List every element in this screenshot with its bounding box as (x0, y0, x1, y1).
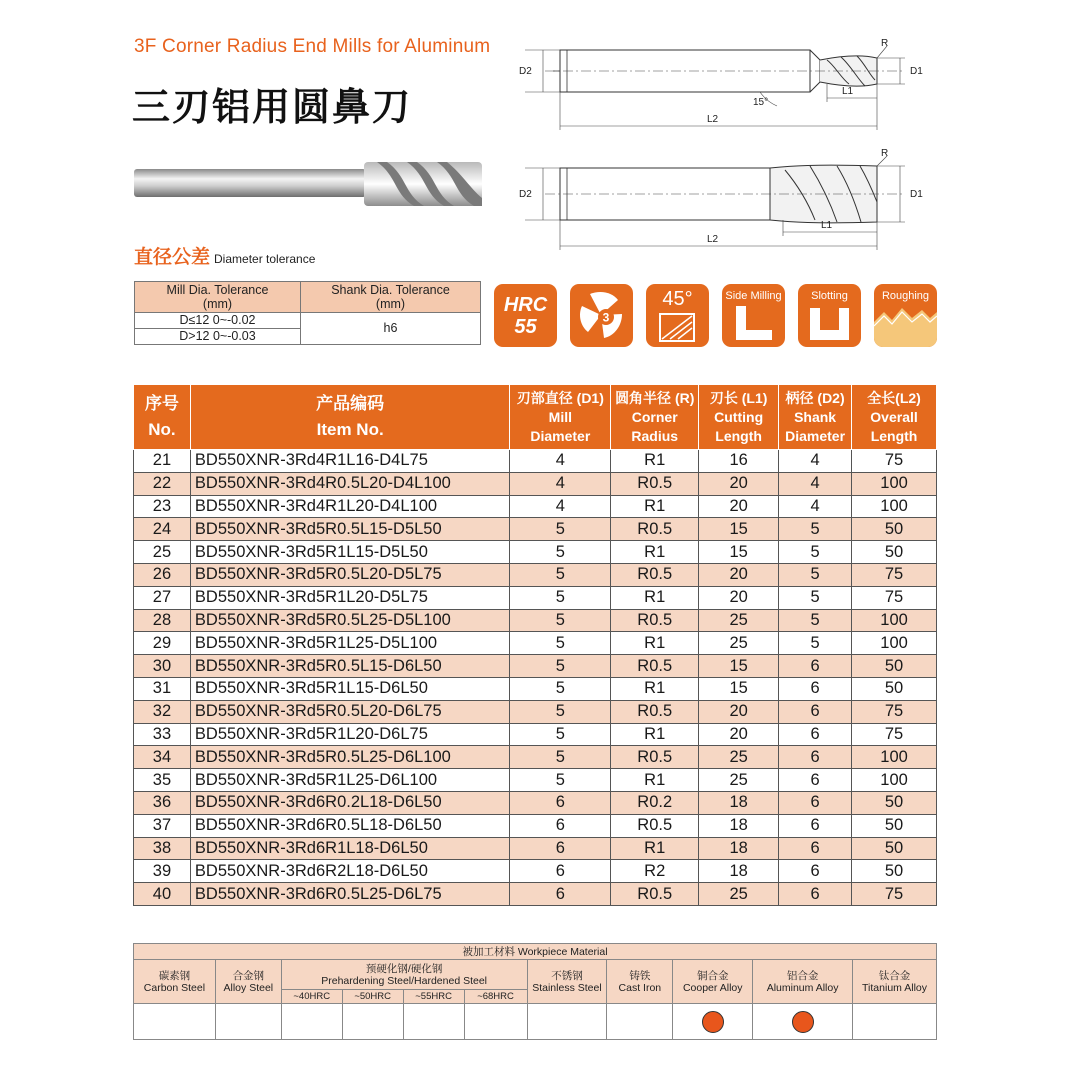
d1-label: D1 (910, 66, 923, 77)
cell-l1: 15 (699, 541, 779, 564)
d1-label-2: D1 (910, 189, 923, 200)
cell-d2: 6 (779, 746, 852, 769)
mat-carbon-en: Carbon Steel (143, 981, 206, 994)
cell-d1: 6 (510, 837, 611, 860)
cell-item: BD550XNR-3Rd5R0.5L20-D5L75 (190, 563, 509, 586)
mat-copper (673, 960, 753, 1004)
cell-d1: 5 (510, 563, 611, 586)
table-row (134, 518, 937, 541)
table-row (134, 791, 937, 814)
col-l2-cn: 全长(L2) (867, 389, 921, 406)
end-mill-photo (132, 156, 484, 214)
cell-d1: 6 (510, 883, 611, 906)
cell-no: 36 (134, 791, 191, 814)
cell-r: R2 (611, 860, 699, 883)
cell-item: BD550XNR-3Rd5R0.5L15-D6L50 (190, 655, 509, 678)
cell-item: BD550XNR-3Rd6R0.5L25-D6L75 (190, 883, 509, 906)
tol-row2: D>12 0~-0.03 (135, 329, 301, 345)
cell-d2: 6 (779, 814, 852, 837)
cell-d1: 5 (510, 655, 611, 678)
cell-item: BD550XNR-3Rd5R1L20-D5L75 (190, 586, 509, 609)
cell-r: R0.5 (611, 518, 699, 541)
product-table-body (134, 450, 937, 906)
mat-stainless-cn: 不锈钢 (551, 969, 583, 982)
cell-d1: 5 (510, 586, 611, 609)
dimension-diagram-top (515, 36, 935, 136)
dimension-diagram-bottom (515, 148, 935, 254)
cell-d2: 5 (779, 609, 852, 632)
cell-d2: 6 (779, 677, 852, 700)
cell-l2: 100 (852, 609, 937, 632)
mat-mark-carbon (134, 1004, 216, 1040)
col-no-cn: 序号 (144, 394, 179, 413)
cell-r: R0.5 (611, 563, 699, 586)
mat-pre-50: ~50HRC (342, 990, 403, 1004)
table-row (134, 609, 937, 632)
cell-d1: 4 (510, 472, 611, 495)
cell-r: R0.5 (611, 609, 699, 632)
mat-copper-en: Cooper Alloy (682, 981, 743, 994)
tol-col-mill-l2: (mm) (202, 297, 233, 311)
cell-l2: 50 (852, 791, 937, 814)
cell-d1: 5 (510, 723, 611, 746)
feature-badges (494, 284, 937, 347)
slotting-badge (798, 284, 861, 347)
cell-l1: 25 (699, 609, 779, 632)
mat-alloy (215, 960, 281, 1004)
hrc-badge (494, 284, 557, 347)
mat-mark-alloy (215, 1004, 281, 1040)
cell-no: 40 (134, 883, 191, 906)
product-table (133, 384, 937, 906)
cell-no: 28 (134, 609, 191, 632)
cell-r: R0.5 (611, 883, 699, 906)
cell-l2: 50 (852, 655, 937, 678)
cell-l1: 20 (699, 563, 779, 586)
cell-no: 21 (134, 450, 191, 473)
l1-label: L1 (842, 86, 854, 97)
cell-d1: 6 (510, 814, 611, 837)
table-row (134, 541, 937, 564)
cell-item: BD550XNR-3Rd4R1L20-D4L100 (190, 495, 509, 518)
table-row (134, 814, 937, 837)
slotting-icon (798, 284, 861, 347)
cell-d2: 5 (779, 563, 852, 586)
tol-col-shank (301, 282, 481, 313)
mat-prehardening (281, 960, 527, 990)
cell-item: BD550XNR-3Rd6R1L18-D6L50 (190, 837, 509, 860)
table-row (134, 860, 937, 883)
cell-no: 23 (134, 495, 191, 518)
mat-stainless-en: Stainless Steel (532, 981, 602, 994)
cell-d2: 6 (779, 883, 852, 906)
cell-d2: 6 (779, 700, 852, 723)
side-milling-label: Side Milling (725, 290, 782, 302)
cell-r: R1 (611, 450, 699, 473)
l2-label-2: L2 (707, 234, 719, 245)
l1-label-2: L1 (821, 220, 833, 231)
mat-titanium-en: Titanium Alloy (862, 981, 927, 994)
cell-d1: 6 (510, 791, 611, 814)
cell-d2: 4 (779, 472, 852, 495)
cell-no: 33 (134, 723, 191, 746)
cell-l1: 25 (699, 746, 779, 769)
cell-l1: 25 (699, 769, 779, 792)
col-r-l2: Corner (631, 408, 678, 425)
cell-no: 31 (134, 677, 191, 700)
cell-no: 27 (134, 586, 191, 609)
col-item-cn: 产品编码 (316, 394, 385, 413)
cell-l1: 25 (699, 632, 779, 655)
tolerance-heading (134, 242, 315, 269)
tol-col-mill-l1: Mill Dia. Tolerance (166, 283, 269, 297)
cell-l1: 15 (699, 677, 779, 700)
cell-item: BD550XNR-3Rd5R0.5L25-D6L100 (190, 746, 509, 769)
mat-mark-pre-55 (403, 1004, 464, 1040)
cell-no: 22 (134, 472, 191, 495)
cell-d2: 4 (779, 495, 852, 518)
cell-r: R0.5 (611, 746, 699, 769)
table-row (134, 677, 937, 700)
material-title: 被加工材料 Workpiece Material (134, 944, 937, 960)
cell-l1: 20 (699, 723, 779, 746)
cell-d2: 5 (779, 632, 852, 655)
cell-r: R1 (611, 769, 699, 792)
col-r-l3: Radius (631, 427, 679, 444)
col-no (134, 385, 191, 450)
table-row (134, 837, 937, 860)
three-flute-icon (570, 284, 633, 347)
col-d2-cn: 柄径 (D2) (785, 389, 845, 406)
table-row (134, 655, 937, 678)
cell-d1: 5 (510, 746, 611, 769)
cell-item: BD550XNR-3Rd5R0.5L15-D5L50 (190, 518, 509, 541)
cell-d1: 5 (510, 632, 611, 655)
col-d2-l2: Shank (794, 408, 837, 425)
title-chinese: 三刃铝用圆鼻刀 (132, 85, 413, 129)
mat-mark-aluminum (753, 1004, 853, 1040)
l2-label: L2 (707, 114, 719, 125)
cell-d1: 6 (510, 860, 611, 883)
cell-r: R0.5 (611, 655, 699, 678)
cell-r: R0.5 (611, 472, 699, 495)
col-d1-l3: Diameter (530, 427, 591, 444)
col-d2 (779, 385, 852, 450)
mat-alloy-cn: 合金钢 (232, 969, 265, 982)
tolerance-table (134, 281, 481, 345)
roughing-label: Roughing (881, 290, 930, 302)
workpiece-material-table (133, 943, 937, 1040)
table-row (134, 495, 937, 518)
cell-item: BD550XNR-3Rd5R1L15-D5L50 (190, 541, 509, 564)
cell-l2: 50 (852, 677, 937, 700)
cell-item: BD550XNR-3Rd6R0.5L18-D6L50 (190, 814, 509, 837)
cell-l2: 50 (852, 814, 937, 837)
mat-aluminum-cn: 铝合金 (786, 969, 819, 982)
cell-item: BD550XNR-3Rd4R0.5L20-D4L100 (190, 472, 509, 495)
cell-l1: 20 (699, 472, 779, 495)
r-label-2: R (881, 148, 889, 159)
col-r (611, 385, 699, 450)
col-d1 (510, 385, 611, 450)
col-l1-cn: 刃长 (L1) (709, 389, 768, 406)
col-d1-cn: 刃部直径 (D1) (516, 389, 604, 406)
mat-titanium-cn: 钛合金 (878, 969, 911, 982)
cell-r: R1 (611, 541, 699, 564)
mat-cast-iron (607, 960, 673, 1004)
cell-l2: 50 (852, 541, 937, 564)
cell-d1: 5 (510, 677, 611, 700)
hrc-badge-line1: HRC (503, 294, 548, 316)
cell-l2: 50 (852, 860, 937, 883)
cell-no: 37 (134, 814, 191, 837)
cell-l2: 75 (852, 450, 937, 473)
cell-l2: 100 (852, 769, 937, 792)
cell-l2: 100 (852, 495, 937, 518)
cell-l1: 15 (699, 655, 779, 678)
d2-label: D2 (519, 66, 532, 77)
table-row (134, 723, 937, 746)
cell-d1: 5 (510, 769, 611, 792)
cell-r: R1 (611, 495, 699, 518)
cell-l2: 75 (852, 586, 937, 609)
col-l1-l2: Cutting (714, 408, 764, 425)
cell-d2: 5 (779, 586, 852, 609)
cell-l2: 100 (852, 472, 937, 495)
cell-no: 39 (134, 860, 191, 883)
mat-copper-cn: 铜合金 (696, 969, 729, 982)
cell-l1: 20 (699, 700, 779, 723)
mat-pre-55: ~55HRC (403, 990, 464, 1004)
col-l2-l2: Overall (870, 408, 918, 425)
cell-no: 30 (134, 655, 191, 678)
table-row (134, 563, 937, 586)
cell-item: BD550XNR-3Rd5R0.5L25-D5L100 (190, 609, 509, 632)
cell-l2: 50 (852, 518, 937, 541)
d2-label-2: D2 (519, 189, 532, 200)
cell-no: 34 (134, 746, 191, 769)
col-item (190, 385, 509, 450)
tol-col-mill (135, 282, 301, 313)
cell-l1: 18 (699, 791, 779, 814)
cell-d1: 4 (510, 450, 611, 473)
cell-r: R1 (611, 586, 699, 609)
cell-l2: 75 (852, 723, 937, 746)
side-milling-icon (722, 284, 785, 347)
mat-aluminum (753, 960, 853, 1004)
cell-l2: 100 (852, 746, 937, 769)
mat-alloy-en: Alloy Steel (223, 981, 274, 994)
cell-l2: 50 (852, 837, 937, 860)
cell-d2: 5 (779, 518, 852, 541)
tol-col-shank-l2: (mm) (375, 297, 406, 311)
cell-d1: 5 (510, 700, 611, 723)
angle-label: 15° (753, 97, 769, 108)
r-label: R (881, 38, 889, 49)
cell-no: 38 (134, 837, 191, 860)
cell-d1: 5 (510, 518, 611, 541)
cell-item: BD550XNR-3Rd5R1L20-D6L75 (190, 723, 509, 746)
col-r-cn: 圆角半径 (R) (615, 389, 695, 406)
helix-angle-icon (646, 284, 709, 347)
tol-row1: D≤12 0~-0.02 (135, 313, 301, 329)
mat-mark-stainless (527, 1004, 607, 1040)
cell-r: R1 (611, 632, 699, 655)
cell-d2: 6 (779, 860, 852, 883)
mat-titanium (853, 960, 937, 1004)
table-row (134, 586, 937, 609)
flute-count: 3 (602, 310, 610, 325)
col-no-en: No. (148, 420, 176, 439)
cell-item: BD550XNR-3Rd5R0.5L20-D6L75 (190, 700, 509, 723)
cell-item: BD550XNR-3Rd4R1L16-D4L75 (190, 450, 509, 473)
col-l1-l3: Length (715, 427, 762, 444)
table-row (134, 472, 937, 495)
mat-mark-pre-68 (464, 1004, 527, 1040)
cell-d2: 6 (779, 655, 852, 678)
col-l2 (852, 385, 937, 450)
mat-pre-cn: 预硬化钢/硬化钢 (365, 962, 443, 975)
cell-l2: 75 (852, 883, 937, 906)
slotting-label: Slotting (811, 290, 848, 302)
cell-no: 35 (134, 769, 191, 792)
cell-d2: 6 (779, 791, 852, 814)
mat-mark-copper (673, 1004, 753, 1040)
suitable-dot-icon (792, 1011, 814, 1033)
cell-d2: 4 (779, 450, 852, 473)
cell-d1: 5 (510, 541, 611, 564)
cell-item: BD550XNR-3Rd5R1L25-D5L100 (190, 632, 509, 655)
mat-mark-pre-40 (281, 1004, 342, 1040)
tolerance-heading-en: Diameter tolerance (214, 252, 316, 266)
cell-no: 29 (134, 632, 191, 655)
mat-carbon-cn: 碳素钢 (158, 969, 191, 982)
table-row (134, 632, 937, 655)
mat-mark-cast (607, 1004, 673, 1040)
mat-cast-cn: 铸铁 (629, 969, 651, 982)
angle-badge-label: 45° (662, 288, 693, 310)
cell-no: 24 (134, 518, 191, 541)
col-l1 (699, 385, 779, 450)
cell-item: BD550XNR-3Rd5R1L15-D6L50 (190, 677, 509, 700)
tolerance-heading-cn: 直径公差 (134, 246, 211, 268)
cell-d2: 5 (779, 541, 852, 564)
angle-badge (646, 284, 709, 347)
cell-r: R0.5 (611, 700, 699, 723)
table-row (134, 769, 937, 792)
cell-no: 26 (134, 563, 191, 586)
cell-item: BD550XNR-3Rd6R0.2L18-D6L50 (190, 791, 509, 814)
cell-l1: 16 (699, 450, 779, 473)
cell-l2: 75 (852, 563, 937, 586)
cell-l1: 15 (699, 518, 779, 541)
col-d1-l2: Mill (548, 408, 572, 425)
side-milling-badge (722, 284, 785, 347)
mat-pre-en: Prehardening Steel/Hardened Steel (321, 974, 488, 987)
col-item-en: Item No. (316, 420, 384, 439)
mat-cast-en: Cast Iron (618, 981, 662, 994)
cell-d1: 5 (510, 609, 611, 632)
mat-aluminum-en: Aluminum Alloy (766, 981, 839, 994)
cell-l1: 20 (699, 586, 779, 609)
cell-r: R0.2 (611, 791, 699, 814)
three-flute-badge (570, 284, 633, 347)
table-row (134, 450, 937, 473)
cell-r: R0.5 (611, 814, 699, 837)
mat-pre-40: ~40HRC (281, 990, 342, 1004)
mat-stainless (527, 960, 607, 1004)
table-row (134, 883, 937, 906)
cell-r: R1 (611, 837, 699, 860)
mat-pre-68: ~68HRC (464, 990, 527, 1004)
cell-no: 25 (134, 541, 191, 564)
cell-r: R1 (611, 677, 699, 700)
mat-mark-titanium (853, 1004, 937, 1040)
cell-item: BD550XNR-3Rd6R2L18-D6L50 (190, 860, 509, 883)
tol-shank-value: h6 (301, 313, 481, 345)
roughing-badge (874, 284, 937, 347)
col-l2-l3: Length (870, 427, 918, 444)
tol-col-shank-l1: Shank Dia. Tolerance (331, 283, 450, 297)
roughing-icon (874, 284, 937, 347)
cell-item: BD550XNR-3Rd5R1L25-D6L100 (190, 769, 509, 792)
cell-l1: 18 (699, 814, 779, 837)
hrc-badge-line2: 55 (514, 316, 537, 338)
cell-d2: 6 (779, 723, 852, 746)
table-row (134, 746, 937, 769)
mat-mark-pre-50 (342, 1004, 403, 1040)
cell-d2: 6 (779, 769, 852, 792)
cell-d1: 4 (510, 495, 611, 518)
cell-r: R1 (611, 723, 699, 746)
cell-l1: 18 (699, 860, 779, 883)
col-d2-l3: Diameter (785, 427, 846, 444)
cell-d2: 6 (779, 837, 852, 860)
suitable-dot-icon (702, 1011, 724, 1033)
cell-no: 32 (134, 700, 191, 723)
mat-carbon (134, 960, 216, 1004)
cell-l1: 25 (699, 883, 779, 906)
cell-l2: 75 (852, 700, 937, 723)
cell-l2: 100 (852, 632, 937, 655)
table-row (134, 700, 937, 723)
title-english: 3F Corner Radius End Mills for Aluminum (134, 36, 491, 57)
cell-l1: 18 (699, 837, 779, 860)
cell-l1: 20 (699, 495, 779, 518)
